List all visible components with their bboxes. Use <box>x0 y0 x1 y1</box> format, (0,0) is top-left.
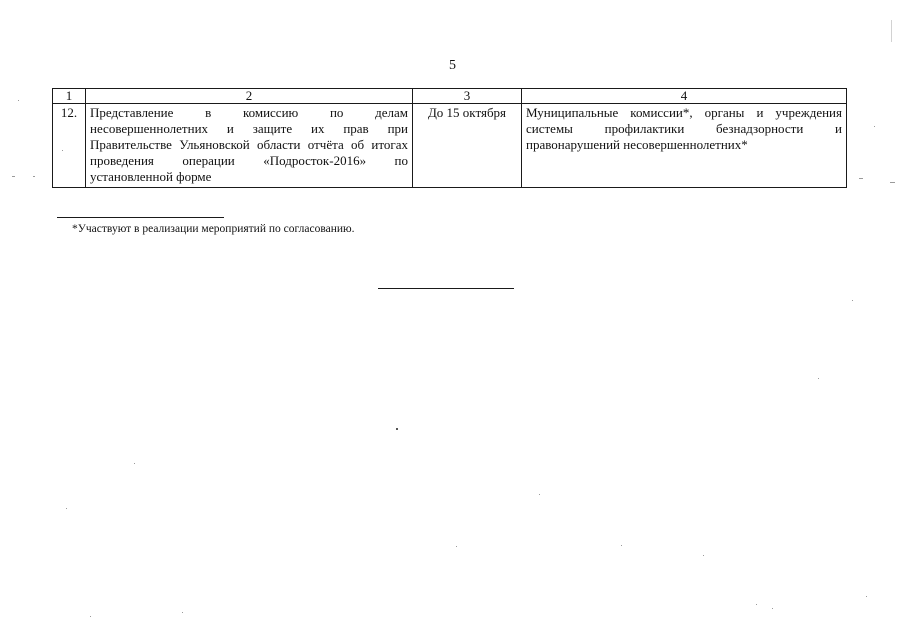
scan-speck <box>772 608 773 609</box>
scan-speck <box>756 604 757 605</box>
scan-speck <box>66 508 67 509</box>
row-number-cell: 12. <box>53 104 86 188</box>
scan-speck <box>539 494 540 495</box>
scan-speck <box>33 176 35 177</box>
scan-speck <box>456 546 457 547</box>
executors-cell: Муниципальные комиссии*, органы и учреждения системы профилактики безнадзорности и правонарушений несовершеннолетних* <box>522 104 847 188</box>
end-of-document-rule <box>378 288 514 289</box>
scan-speck <box>866 596 867 597</box>
deadline-cell: До 15 октября <box>413 104 522 188</box>
scan-speck <box>890 182 895 183</box>
column-header-4: 4 <box>522 89 847 104</box>
scan-speck <box>859 178 863 179</box>
scan-speck <box>852 300 853 301</box>
table-row <box>53 104 847 188</box>
table-header-row <box>53 89 847 104</box>
scan-speck <box>90 616 91 617</box>
scan-speck <box>18 100 19 101</box>
scan-speck <box>182 612 183 613</box>
scan-speck <box>703 555 704 556</box>
scan-speck <box>134 463 135 464</box>
scan-speck <box>891 20 892 42</box>
footnote-text: *Участвуют в реализации мероприятий по согласованию. <box>72 223 355 235</box>
column-header-2: 2 <box>86 89 413 104</box>
events-table <box>52 88 847 188</box>
scan-speck <box>621 545 622 546</box>
scan-speck <box>874 126 875 127</box>
column-header-3: 3 <box>413 89 522 104</box>
scan-speck <box>818 378 819 379</box>
footnote-divider <box>57 217 224 218</box>
scan-speck <box>62 150 63 151</box>
column-header-1: 1 <box>53 89 86 104</box>
scan-speck <box>12 176 15 177</box>
page-number: 5 <box>449 58 456 73</box>
scan-speck <box>396 428 398 430</box>
event-description-cell: Представление в комиссию по делам несовершеннолетних и защите их прав при Правительстве Ульяновской области отчёта об итогах проведения операции «Подросток-2016» по установленной форме <box>86 104 413 188</box>
